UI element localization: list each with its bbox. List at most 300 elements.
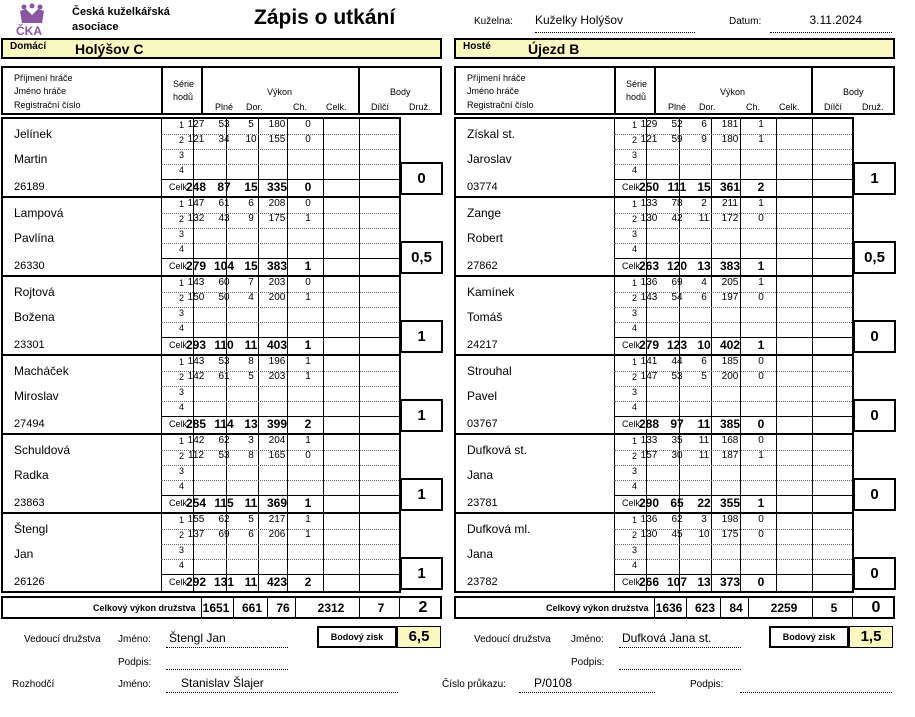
home-row-divider — [161, 480, 399, 481]
away-total-label: Celk. — [622, 182, 643, 192]
home-series-num: 3 — [179, 387, 185, 397]
away-series-value: 45 — [671, 529, 683, 540]
away-sign-label: Podpis: — [571, 657, 605, 668]
home-cell-divider — [161, 198, 162, 275]
home-team-points: 1 — [400, 320, 443, 353]
referee-name: Stanislav Šlajer — [181, 676, 264, 690]
home-series-num: 2 — [179, 293, 185, 303]
away-series-value: 6 — [701, 119, 707, 130]
away-series-value: 53 — [671, 371, 683, 382]
away-total-value: 290 — [638, 496, 660, 510]
away-series-value: 136 — [640, 514, 658, 525]
away-series-value: 5 — [701, 371, 707, 382]
away-series-num: 2 — [632, 135, 638, 145]
home-series-num: 2 — [179, 372, 185, 382]
away-series-num: 4 — [632, 165, 638, 175]
home-series-num: 4 — [179, 402, 185, 412]
away-col-celk: Celk. — [779, 102, 800, 112]
home-series-value: 203 — [268, 371, 286, 382]
away-total-value: 123 — [666, 338, 688, 352]
home-series-value: 0 — [305, 450, 311, 461]
away-series-value: 133 — [640, 198, 658, 209]
away-player-firstname: Jana — [467, 547, 494, 561]
away-series-value: 0 — [758, 356, 764, 367]
away-series-value: 0 — [758, 292, 764, 303]
away-series-value: 157 — [640, 450, 658, 461]
away-series-value: 11 — [698, 435, 710, 446]
away-col-plne: Plné — [668, 102, 687, 112]
away-team-points: 0 — [853, 557, 896, 590]
away-team-total-value: 2259 — [770, 601, 798, 615]
home-series-num: 1 — [179, 120, 185, 130]
away-col-body: Body — [843, 87, 864, 97]
away-series-value: 35 — [671, 435, 683, 446]
home-series-value: 137 — [187, 529, 205, 540]
home-player-surname: Štengl — [14, 522, 49, 536]
home-row-divider — [161, 228, 399, 229]
home-series-value: 200 — [268, 292, 286, 303]
home-series-value: 143 — [187, 277, 205, 288]
svg-text:ČKA: ČKA — [16, 24, 42, 37]
home-series-value: 61 — [218, 198, 230, 209]
away-team-total-value: 1636 — [655, 601, 683, 615]
home-total-value: 0 — [304, 180, 312, 194]
home-series-value: 50 — [218, 292, 230, 303]
home-total-value: 2 — [304, 417, 312, 431]
away-series-value: 211 — [722, 198, 738, 209]
away-player-block — [454, 275, 854, 356]
away-header-divider — [811, 66, 813, 115]
home-team-total-value: 661 — [241, 601, 263, 615]
home-series-value: 34 — [218, 134, 230, 145]
away-series-num: 3 — [632, 229, 638, 239]
away-series-value: 187 — [721, 450, 739, 461]
away-team-points: 0 — [853, 320, 896, 353]
home-captain-name-label: Jméno: — [118, 634, 151, 645]
away-series-value: 3 — [701, 514, 707, 525]
home-series-num: 2 — [179, 451, 185, 461]
home-row-divider — [161, 149, 399, 150]
home-col-ch: Ch. — [293, 102, 308, 112]
away-total-value: 1 — [757, 338, 765, 352]
away-captain-name: Dufková Jana st. — [622, 631, 712, 645]
home-player-reg: 27494 — [14, 418, 45, 430]
home-total-value: 285 — [185, 417, 207, 431]
away-total-value: 250 — [638, 180, 660, 194]
away-row-divider — [614, 480, 852, 481]
away-series-value: 0 — [758, 435, 764, 446]
away-player-block — [454, 196, 854, 277]
home-series-value: 60 — [218, 277, 230, 288]
away-total-value: 107 — [666, 575, 688, 589]
away-series-value: 175 — [721, 529, 739, 540]
away-total-value: 97 — [670, 417, 684, 431]
away-series-value: 11 — [698, 213, 710, 224]
home-cell-divider — [161, 119, 162, 196]
card-label: Číslo průkazu: — [442, 679, 506, 690]
away-series-value: 185 — [721, 356, 739, 367]
home-series-num: 3 — [179, 308, 185, 318]
away-team-total-value: 84 — [729, 601, 743, 615]
home-series-num: 3 — [179, 545, 185, 555]
home-series-num: 2 — [179, 214, 185, 224]
home-total-value: 293 — [185, 338, 207, 352]
home-series-num: 4 — [179, 165, 185, 175]
away-total-value: 1 — [757, 496, 765, 510]
away-team-name: Újezd B — [528, 41, 580, 57]
home-col-series-1: Série — [173, 79, 195, 89]
away-row-divider — [614, 465, 852, 466]
home-series-value: 1 — [305, 435, 311, 446]
away-series-num: 4 — [632, 244, 638, 254]
home-total-label: Celk. — [169, 340, 190, 350]
away-series-num: 2 — [632, 530, 638, 540]
home-series-value: 1 — [305, 514, 311, 525]
away-player-reg: 27862 — [467, 260, 498, 272]
home-series-value: 132 — [187, 213, 205, 224]
away-series-num: 1 — [632, 515, 638, 525]
away-cell-divider — [614, 119, 615, 196]
home-total-value: 369 — [266, 496, 288, 510]
home-total-value: 399 — [266, 417, 288, 431]
home-player-firstname: Jan — [14, 547, 34, 561]
away-total-value: 13 — [697, 575, 711, 589]
page-title: Zápis o utkání — [254, 6, 396, 29]
away-series-value: 42 — [671, 213, 683, 224]
home-cell-divider — [359, 435, 360, 512]
home-sign-field[interactable] — [166, 656, 288, 670]
away-series-value: 141 — [640, 356, 658, 367]
away-total-label: Celk. — [622, 340, 643, 350]
away-series-value: 1 — [758, 134, 764, 145]
home-series-value: 203 — [268, 277, 286, 288]
home-cell-divider — [359, 514, 360, 591]
home-series-num: 1 — [179, 278, 185, 288]
home-series-value: 204 — [268, 435, 286, 446]
referee-sign-field[interactable] — [740, 678, 892, 693]
home-series-num: 1 — [179, 436, 185, 446]
home-series-value: 0 — [305, 119, 311, 130]
home-total-value: 1 — [304, 496, 312, 510]
home-total-value: 254 — [185, 496, 207, 510]
date-label: Datum: — [729, 16, 762, 27]
home-total-label: Celk. — [169, 261, 190, 271]
away-series-value: 180 — [721, 134, 739, 145]
away-series-num: 4 — [632, 560, 638, 570]
away-column-header — [454, 66, 895, 115]
home-series-value: 180 — [268, 119, 286, 130]
home-series-value: 61 — [218, 371, 230, 382]
home-header-divider — [161, 66, 163, 115]
away-total-value: 0 — [757, 575, 765, 589]
away-player-block — [454, 512, 854, 593]
away-col-dor: Dor. — [699, 102, 716, 112]
home-player-surname: Lampová — [14, 206, 64, 220]
away-total-value: 65 — [670, 496, 684, 510]
away-col-player-2: Jméno hráče — [467, 86, 520, 96]
home-total-value: 423 — [266, 575, 288, 589]
home-series-value: 53 — [218, 119, 230, 130]
home-captain-field[interactable] — [166, 631, 288, 648]
home-col-series-2: hodů — [173, 92, 194, 102]
away-series-value: 205 — [721, 277, 739, 288]
home-total-label: Celk. — [169, 498, 190, 508]
home-sign-label: Podpis: — [118, 657, 152, 668]
away-total-label: Celk. — [622, 419, 643, 429]
home-player-firstname: Radka — [14, 468, 49, 482]
away-row-divider — [614, 401, 852, 402]
away-series-num: 4 — [632, 402, 638, 412]
home-series-num: 3 — [179, 466, 185, 476]
away-captain-field[interactable] — [619, 631, 741, 648]
away-team-total-value: 0 — [871, 599, 881, 616]
away-row-divider — [614, 243, 852, 244]
away-total-value: 373 — [719, 575, 741, 589]
home-series-value: 62 — [218, 435, 230, 446]
away-total-label: Celk. — [622, 261, 643, 271]
away-total-value: 2 — [757, 180, 765, 194]
home-total-value: 131 — [213, 575, 235, 589]
away-series-value: 129 — [640, 119, 658, 130]
away-col-series-2: hodů — [626, 92, 647, 102]
home-series-value: 155 — [187, 514, 205, 525]
away-header-divider — [614, 66, 616, 115]
home-total-value: 114 — [214, 417, 234, 431]
away-series-value: 130 — [640, 213, 658, 224]
away-captain-name-label: Jméno: — [571, 634, 604, 645]
home-team-points: 0 — [400, 162, 443, 195]
org-line-2: asociace — [72, 21, 119, 33]
away-player-block — [454, 433, 854, 514]
away-series-num: 3 — [632, 466, 638, 476]
away-player-reg: 23782 — [467, 576, 498, 588]
away-team-total-bar — [454, 596, 895, 619]
home-series-value: 4 — [248, 292, 254, 303]
away-player-firstname: Jaroslav — [467, 152, 512, 166]
home-total-value: 11 — [244, 575, 258, 589]
home-col-celk: Celk. — [326, 102, 347, 112]
home-series-value: 147 — [187, 198, 205, 209]
home-series-value: 0 — [305, 134, 311, 145]
away-col-druz: Druž. — [862, 102, 884, 112]
home-col-dor: Dor. — [246, 102, 263, 112]
home-series-value: 5 — [248, 371, 254, 382]
home-player-firstname: Miroslav — [14, 389, 59, 403]
away-series-num: 1 — [632, 199, 638, 209]
home-series-num: 1 — [179, 357, 185, 367]
away-series-value: 168 — [721, 435, 739, 446]
away-series-value: 59 — [671, 134, 683, 145]
home-total-value: 13 — [244, 417, 258, 431]
home-series-value: 196 — [268, 356, 286, 367]
away-row-divider — [614, 386, 852, 387]
home-col-player-3: Registrační číslo — [14, 100, 81, 110]
home-captain-name: Štengl Jan — [169, 631, 226, 645]
away-series-num: 3 — [632, 387, 638, 397]
away-series-num: 2 — [632, 372, 638, 382]
home-player-block — [1, 117, 401, 198]
away-player-surname: Dufková st. — [467, 443, 528, 457]
away-row-divider — [614, 544, 852, 545]
away-series-value: 1 — [758, 277, 764, 288]
away-series-value: 62 — [671, 514, 683, 525]
away-cell-divider — [614, 514, 615, 591]
home-team-total-bar — [1, 596, 442, 619]
away-team-points: 0,5 — [853, 241, 896, 274]
home-total-value: 87 — [217, 180, 231, 194]
away-gain-label: Bodový zisk — [769, 626, 849, 648]
home-col-body: Body — [390, 87, 411, 97]
away-total-value: 355 — [719, 496, 741, 510]
home-series-value: 53 — [218, 450, 230, 461]
home-row-divider — [161, 544, 399, 545]
away-series-value: 136 — [640, 277, 658, 288]
away-series-num: 2 — [632, 451, 638, 461]
home-total-value: 2 — [304, 575, 312, 589]
home-player-block — [1, 354, 401, 435]
away-team-bar — [454, 38, 895, 59]
home-series-value: 9 — [248, 213, 254, 224]
away-total-value: 13 — [697, 259, 711, 273]
home-series-value: 155 — [268, 134, 286, 145]
home-cell-divider — [359, 119, 360, 196]
away-series-value: 1 — [758, 450, 764, 461]
away-series-value: 54 — [671, 292, 683, 303]
away-row-divider — [614, 322, 852, 323]
away-series-value: 52 — [671, 119, 683, 130]
home-total-value: 15 — [244, 180, 258, 194]
home-gain-label: Bodový zisk — [317, 626, 397, 648]
home-series-value: 217 — [268, 514, 286, 525]
away-captain-label: Vedoucí družstva — [474, 634, 551, 645]
home-team-points: 1 — [400, 557, 443, 590]
away-series-num: 2 — [632, 214, 638, 224]
away-series-value: 1 — [758, 119, 764, 130]
away-col-vykon: Výkon — [720, 87, 746, 97]
away-total-value: 279 — [638, 338, 660, 352]
away-series-num: 2 — [632, 293, 638, 303]
away-cell-divider — [614, 435, 615, 512]
home-player-reg: 23301 — [14, 339, 45, 351]
home-row-divider — [161, 401, 399, 402]
home-series-num: 4 — [179, 560, 185, 570]
away-cell-divider — [614, 198, 615, 275]
home-total-value: 335 — [266, 180, 288, 194]
home-header-divider — [358, 66, 360, 115]
home-column-header — [1, 66, 442, 115]
away-cell-divider — [812, 198, 813, 275]
home-series-value: 53 — [218, 356, 230, 367]
home-cell-divider — [161, 277, 162, 354]
home-total-value: 110 — [214, 338, 234, 352]
home-total-value: 1 — [304, 259, 312, 273]
home-series-value: 112 — [188, 450, 204, 461]
home-row-divider — [161, 386, 399, 387]
away-player-reg: 23781 — [467, 497, 498, 509]
away-series-value: 147 — [640, 371, 658, 382]
home-series-value: 43 — [218, 213, 230, 224]
home-cell-divider — [161, 356, 162, 433]
away-total-value: 22 — [697, 496, 711, 510]
away-row-divider — [614, 307, 852, 308]
away-team-total-value: 623 — [694, 601, 716, 615]
home-series-value: 10 — [245, 134, 257, 145]
home-player-reg: 23863 — [14, 497, 45, 509]
away-team-label: Hosté — [463, 41, 491, 52]
away-row-divider — [614, 228, 852, 229]
venue-text: Kuželky Holýšov — [535, 13, 624, 27]
org-name — [72, 5, 170, 35]
home-series-value: 175 — [268, 213, 286, 224]
home-cell-divider — [359, 198, 360, 275]
home-total-label: Celk. — [169, 182, 190, 192]
cka-logo — [12, 3, 52, 37]
home-team-points: 1 — [400, 478, 443, 511]
home-col-dilci: Dílčí — [371, 102, 389, 112]
home-player-firstname: Božena — [14, 310, 55, 324]
home-series-value: 121 — [187, 134, 205, 145]
away-series-value: 143 — [640, 292, 658, 303]
away-cell-divider — [812, 119, 813, 196]
away-series-value: 130 — [640, 529, 658, 540]
away-sign-field[interactable] — [619, 656, 741, 670]
home-col-player-2: Jméno hráče — [14, 86, 67, 96]
away-player-surname: Zange — [467, 206, 502, 220]
home-player-surname: Jelínek — [14, 127, 53, 141]
home-player-surname: Schuldová — [14, 443, 71, 457]
card-number: P/0108 — [534, 676, 573, 690]
home-team-total-value: 7 — [377, 601, 385, 615]
referee-name-label: Jméno: — [118, 679, 151, 690]
away-player-firstname: Robert — [467, 231, 504, 245]
away-total-value: 120 — [666, 259, 688, 273]
home-series-value: 8 — [248, 450, 254, 461]
away-cell-divider — [812, 514, 813, 591]
away-series-value: 200 — [721, 371, 739, 382]
away-col-dilci: Dílčí — [824, 102, 842, 112]
home-col-player-1: Příjmení hráče — [14, 73, 73, 83]
home-series-num: 2 — [179, 135, 185, 145]
away-player-firstname: Jana — [467, 468, 494, 482]
home-series-value: 7 — [248, 277, 254, 288]
home-cell-divider — [359, 277, 360, 354]
away-series-value: 69 — [671, 277, 683, 288]
home-player-firstname: Martin — [14, 152, 48, 166]
away-series-value: 2 — [701, 198, 707, 209]
away-series-value: 198 — [721, 514, 739, 525]
home-total-value: 1 — [304, 338, 312, 352]
away-gain-value: 1,5 — [849, 626, 893, 648]
away-series-num: 4 — [632, 481, 638, 491]
away-total-label: Celk. — [622, 577, 643, 587]
home-series-value: 142 — [187, 435, 205, 446]
away-series-value: 6 — [701, 292, 707, 303]
home-row-divider — [161, 164, 399, 165]
card-field[interactable] — [519, 676, 655, 693]
home-series-value: 1 — [305, 356, 311, 367]
away-team-points: 0 — [853, 478, 896, 511]
home-series-value: 0 — [305, 277, 311, 288]
away-player-reg: 03774 — [467, 181, 498, 193]
home-team-label: Domácí — [10, 41, 47, 52]
home-team-total-value: 76 — [276, 601, 290, 615]
away-team-points: 1 — [853, 162, 896, 195]
away-player-surname: Získal st. — [467, 127, 516, 141]
away-cell-divider — [614, 356, 615, 433]
away-series-value: 0 — [758, 514, 764, 525]
referee-name-field[interactable] — [166, 676, 398, 693]
home-series-value: 5 — [248, 514, 254, 525]
